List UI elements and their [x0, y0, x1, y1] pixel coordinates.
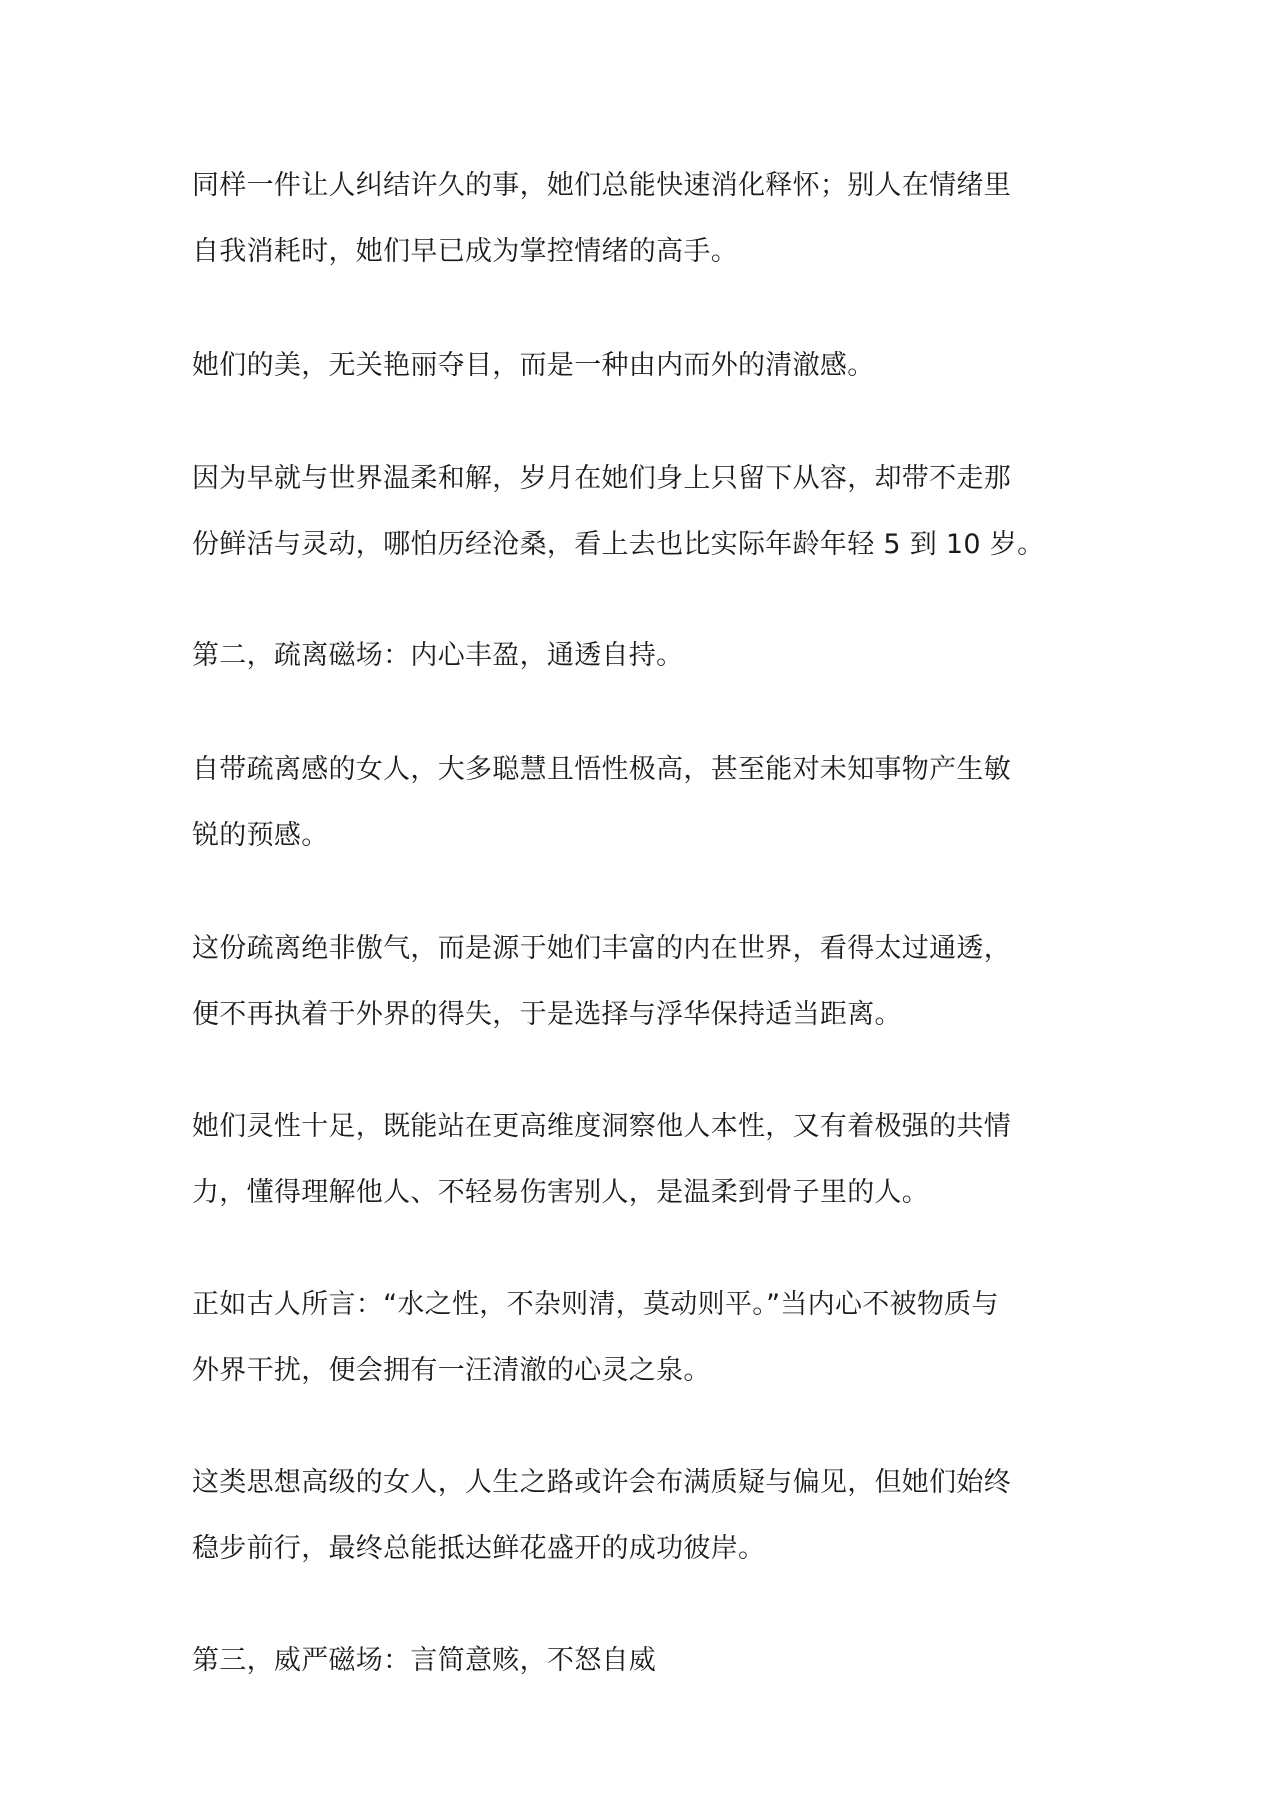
text-line: 便不再执着于外界的得失，于是选择与浮华保持适当距离。: [192, 999, 902, 1030]
paragraph-3: [192, 446, 1092, 578]
text-line: 正如古人所言：“水之性，不杂则清，莫动则平。”当内心不被物质与: [192, 1289, 999, 1320]
text-line: 自我消耗时，她们早已成为掌控情绪的高手。: [192, 236, 738, 267]
text-line: 她们灵性十足，既能站在更高维度洞察他人本性，又有着极强的共情: [192, 1111, 1011, 1142]
heading-line: 第三，威严磁场：言简意赅，不怒自威: [192, 1645, 657, 1676]
text-line: 她们的美，无关艳丽夺目，而是一种由内而外的清澈感。: [192, 350, 875, 381]
text-line: 稳步前行，最终总能抵达鲜花盛开的成功彼岸。: [192, 1533, 766, 1564]
text-line: 锐的预感。: [192, 820, 329, 851]
text-line: 因为早就与世界温柔和解，岁月在她们身上只留下从容，却带不走那: [192, 463, 1011, 494]
text-line: 份鲜活与灵动，哪怕历经沧桑，看上去也比实际年龄年轻 5 到 10 岁。: [192, 529, 1045, 560]
text-line: 这份疏离绝非傲气，而是源于她们丰富的内在世界，看得太过通透，: [192, 933, 1011, 964]
paragraph-2: [192, 333, 1092, 399]
text-line: 同样一件让人纠结许久的事，她们总能快速消化释怀；别人在情绪里: [192, 170, 1011, 201]
paragraph-6: [192, 1094, 1092, 1226]
text-line: 外界干扰，便会拥有一汪清澈的心灵之泉。: [192, 1355, 711, 1386]
text-line: 自带疏离感的女人，大多聪慧且悟性极高，甚至能对未知事物产生敏: [192, 754, 1011, 785]
section-heading-2: [192, 623, 1092, 689]
paragraph-1: [192, 153, 1092, 285]
paragraph-8: [192, 1450, 1092, 1582]
text-line: 力，懂得理解他人、不轻易伤害别人，是温柔到骨子里的人。: [192, 1177, 930, 1208]
section-heading-3: [192, 1628, 1092, 1694]
text-line: 这类思想高级的女人，人生之路或许会布满质疑与偏见，但她们始终: [192, 1467, 1011, 1498]
heading-line: 第二，疏离磁场：内心丰盈，通透自持。: [192, 640, 684, 671]
paragraph-5: [192, 916, 1092, 1048]
paragraph-4: [192, 737, 1092, 869]
paragraph-7: [192, 1272, 1092, 1404]
